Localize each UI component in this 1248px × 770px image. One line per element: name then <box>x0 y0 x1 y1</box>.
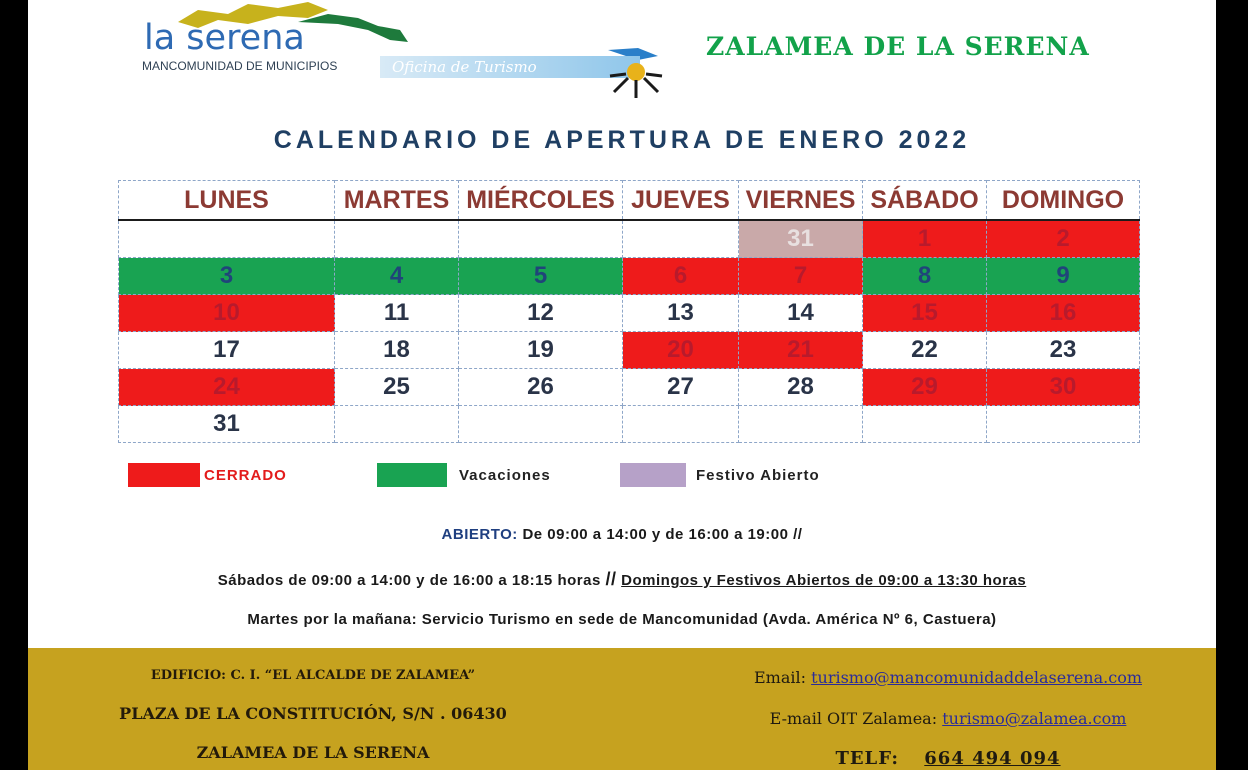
schedule-abierto <box>28 526 1216 543</box>
day-header-miércoles: MIÉRCOLES <box>459 181 623 221</box>
day-cell-vacaciones: 9 <box>987 258 1140 295</box>
day-cell-cerrado: 10 <box>119 295 335 332</box>
day-cell-cerrado: 2 <box>987 220 1140 258</box>
logo-subtitle: MANCOMUNIDAD DE MUNICIPIOS <box>142 59 338 73</box>
calendar-title: CALENDARIO DE APERTURA DE ENERO 2022 <box>273 126 971 154</box>
schedule-separator: // <box>605 569 617 589</box>
day-cell-abierto: 18 <box>335 332 459 369</box>
calendar-week-row <box>119 295 1140 332</box>
day-cell-abierto: 28 <box>739 369 863 406</box>
logo-name: la serena <box>144 18 305 58</box>
day-cell-abierto: 23 <box>987 332 1140 369</box>
day-header-viernes: VIERNES <box>739 181 863 221</box>
day-cell-abierto: 25 <box>335 369 459 406</box>
day-cell-cerrado: 29 <box>863 369 987 406</box>
footer-address: PLAZA DE LA CONSTITUCIÓN, S/N . 06430 <box>119 704 507 723</box>
domingos-text: Domingos y Festivos Abiertos de 09:00 a 13:30 horas <box>621 572 1027 589</box>
footer-town: ZALAMEA DE LA SERENA <box>196 743 430 762</box>
day-cell-abierto: 13 <box>623 295 739 332</box>
email-oit-link[interactable]: turismo@zalamea.com <box>942 709 1127 728</box>
schedule-martes: Martes por la mañana: Servicio Turismo en sede de Mancomunidad (Avda. América Nº 6, Castuera) <box>247 611 997 628</box>
day-cell-abierto: 17 <box>119 332 335 369</box>
abierto-text: De 09:00 a 14:00 y de 16:00 a 19:00 // <box>522 526 803 543</box>
day-cell-abierto: 31 <box>119 406 335 443</box>
sun-icon <box>606 44 666 100</box>
empty-cell <box>335 220 459 258</box>
legend-festivo-label: Festivo Abierto <box>696 467 820 484</box>
calendar-week-row <box>119 258 1140 295</box>
footer-email-oit <box>718 709 1178 728</box>
empty-cell <box>623 220 739 258</box>
day-cell-abierto: 27 <box>623 369 739 406</box>
day-header-domingo: DOMINGO <box>987 181 1140 221</box>
email-label: Email: <box>753 668 806 687</box>
footer-phone <box>718 748 1178 769</box>
day-cell-abierto: 19 <box>459 332 623 369</box>
empty-cell <box>863 406 987 443</box>
day-cell-cerrado: 20 <box>623 332 739 369</box>
phone-number: 664 494 094 <box>924 748 1061 769</box>
logo-office-text: Oficina de Turismo <box>392 58 537 76</box>
day-cell-cerrado: 16 <box>987 295 1140 332</box>
day-header-martes: MARTES <box>335 181 459 221</box>
day-cell-abierto: 12 <box>459 295 623 332</box>
email-oit-label: E-mail OIT Zalamea: <box>769 709 938 728</box>
sabados-text: Sábados de 09:00 a 14:00 y de 16:00 a 18:15 horas <box>217 572 601 589</box>
email-link[interactable]: turismo@mancomunidaddelaserena.com <box>811 668 1142 687</box>
empty-cell <box>335 406 459 443</box>
footer-email <box>718 668 1178 687</box>
footer <box>28 648 1216 770</box>
footer-building: EDIFICIO: C. I. “EL ALCALDE DE ZALAMEA” <box>150 668 476 683</box>
day-cell-abierto: 11 <box>335 295 459 332</box>
legend-festivo-swatch <box>620 463 686 487</box>
empty-cell <box>119 220 335 258</box>
day-header-lunes: LUNES <box>119 181 335 221</box>
legend-vacaciones-swatch <box>377 463 447 487</box>
legend-vacaciones-label: Vacaciones <box>459 467 551 484</box>
day-cell-vacaciones: 3 <box>119 258 335 295</box>
calendar-week-row <box>119 406 1140 443</box>
day-cell-cerrado: 24 <box>119 369 335 406</box>
phone-label: TELF: <box>835 748 899 769</box>
day-cell-cerrado: 30 <box>987 369 1140 406</box>
calendar-week-row <box>119 220 1140 258</box>
empty-cell <box>459 220 623 258</box>
empty-cell <box>459 406 623 443</box>
day-cell-abierto: 26 <box>459 369 623 406</box>
day-cell-vacaciones: 5 <box>459 258 623 295</box>
legend-cerrado-label: CERRADO <box>204 467 287 484</box>
day-header-sábado: SÁBADO <box>863 181 987 221</box>
logo-office-bar <box>380 56 640 78</box>
day-header-jueves: JUEVES <box>623 181 739 221</box>
schedule-weekend <box>28 569 1216 590</box>
day-cell-cerrado: 15 <box>863 295 987 332</box>
day-cell-festivo: 31 <box>739 220 863 258</box>
day-cell-cerrado: 6 <box>623 258 739 295</box>
day-cell-cerrado: 7 <box>739 258 863 295</box>
calendar-table <box>118 180 1140 443</box>
legend-cerrado-swatch <box>128 463 200 487</box>
day-cell-abierto: 22 <box>863 332 987 369</box>
day-cell-vacaciones: 8 <box>863 258 987 295</box>
calendar-body <box>119 220 1140 443</box>
day-cell-vacaciones: 4 <box>335 258 459 295</box>
day-cell-cerrado: 21 <box>739 332 863 369</box>
empty-cell <box>623 406 739 443</box>
calendar-week-row <box>119 369 1140 406</box>
town-title: ZALAMEA DE LA SERENA <box>706 32 1090 61</box>
abierto-label: ABIERTO: <box>441 526 518 543</box>
day-cell-cerrado: 1 <box>863 220 987 258</box>
calendar-week-row <box>119 332 1140 369</box>
empty-cell <box>739 406 863 443</box>
day-cell-abierto: 14 <box>739 295 863 332</box>
calendar-header-row <box>119 181 1140 221</box>
la-serena-logo <box>138 0 698 100</box>
page <box>28 0 1216 770</box>
empty-cell <box>987 406 1140 443</box>
